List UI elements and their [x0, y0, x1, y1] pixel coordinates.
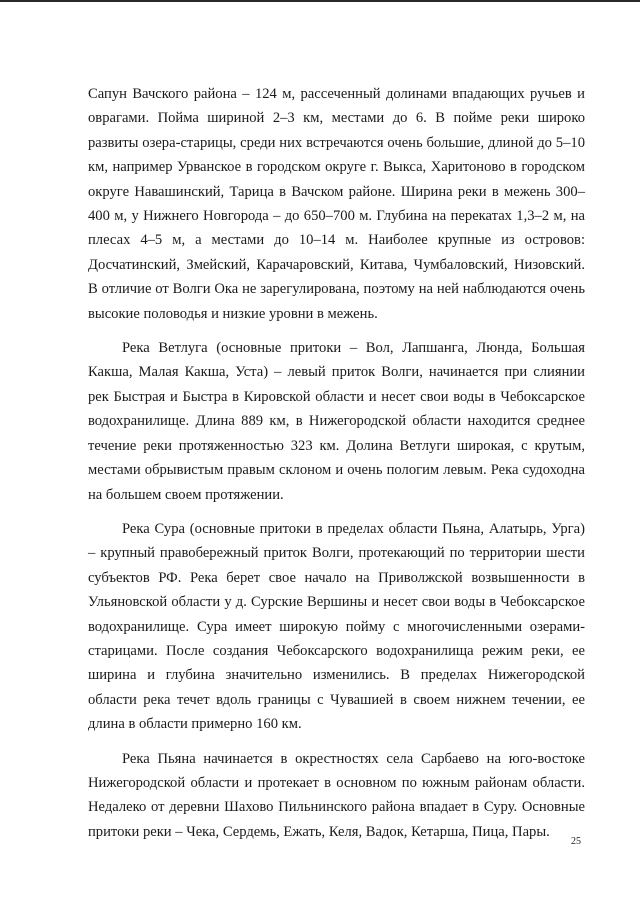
paragraph-vetluga: Река Ветлуга (основные притоки – Вол, Лапшанга, Люнда, Большая Какша, Малая Какша, Уста) – левый приток Волги, начинается при слиянии рек Быстрая и Быстра в Кировской области и несет свои воды в Чебоксарское водохранилище. Длина 889 км, в Нижегородской области находится среднее течение реки протяженностью 323 км. Долина Ветлуги широкая, с крутым, местами обрывистым правым склоном и очень пологим левым. Река судоходна на большем своем протяжении. — [88, 340, 585, 503]
document-body — [88, 82, 585, 844]
paragraph-sura: Река Сура (основные притоки в пределах области Пьяна, Алатырь, Урга) – крупный правобережный приток Волги, протекающий по территории шести субъектов РФ. Река берет свое начало на Приволжской возвышенности в Ульяновской области у д. Сурские Вершины и несет свои воды в Чебоксарское водохранилище. Сура имеет широкую пойму с многочисленными озерами-старицами. После создания Чебоксарского водохранилища режим реки, ее ширина и глубина значительно изменились. В пределах Нижегородской области река течет вдоль границы с Чувашией в своем нижнем течении, ее длина в области примерно 160 км. — [88, 520, 585, 733]
paragraph-oka-continued: Сапун Вачского района – 124 м, рассеченный долинами впадающих ручьев и оврагами. Пойма шириной 2–3 км, местами до 6. В пойме реки широко развиты озера-старицы, среди них встречаются очень большие, длиной до 5–10 км, например Урванское в городском округе г. Выкса, Харитоново в городском округе Навашинский, Тарица в Вачском районе. Ширина реки в межень 300–400 м, у Нижнего Новгорода – до 650–700 м. Глубина на перекатах 1,3–2 м, на плесах 4–5 м, а местами до 10–14 м. Наиболее крупные из островов: Досчатинский, Змейский, Карачаровский, Китава, Чумбаловский, Низовский. В отличие от Волги Ока не зарегулирована, поэтому на ней наблюдаются очень высокие половодья и низкие уровни в межень. — [88, 86, 585, 322]
page-number: 25 — [571, 836, 581, 847]
paragraph-pyana: Река Пьяна начинается в окрестностях села Сарбаево на юго-востоке Нижегородской области и протекает в основном по южным районам области. Недалеко от деревни Шахово Пильнинского района впадает в Суру. Основные притоки реки – Чека, Сердемь, Ежать, Келя, Вадок, Кетарша, Пица, Пары. — [88, 750, 585, 840]
page-top-rule — [0, 0, 640, 2]
